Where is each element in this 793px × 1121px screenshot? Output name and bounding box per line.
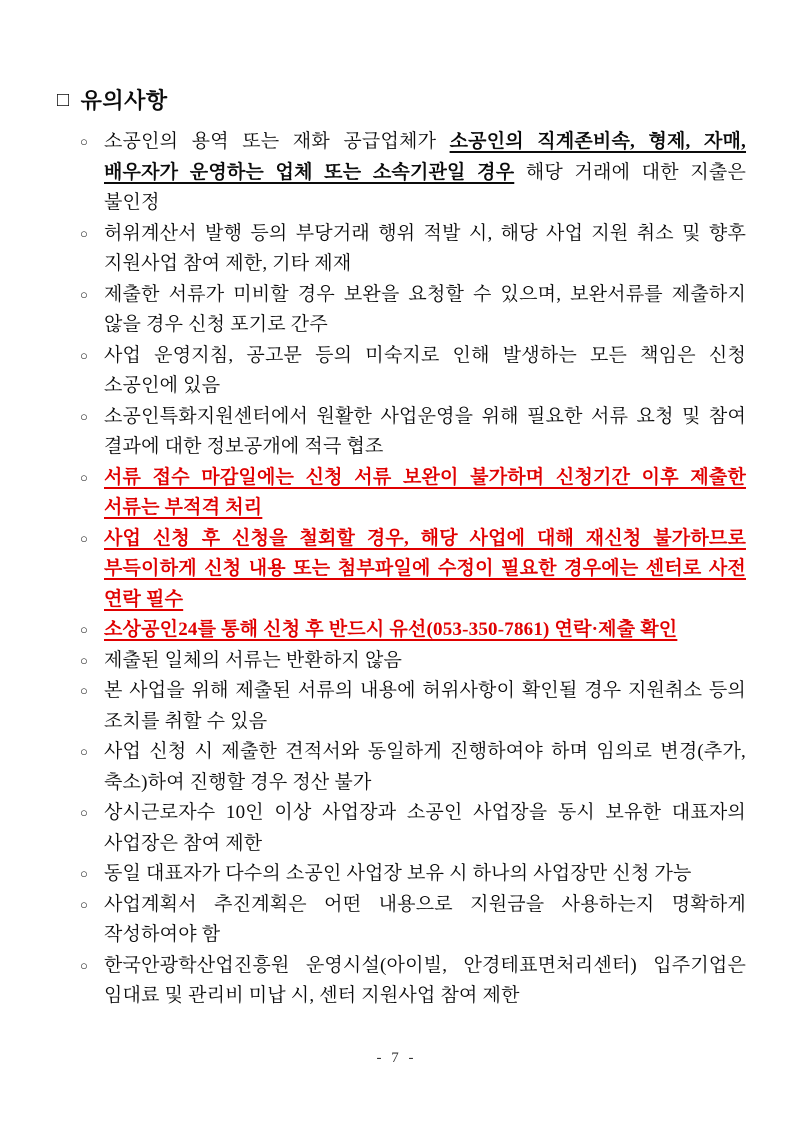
note-item [57, 676, 746, 737]
note-text [104, 737, 746, 798]
note-text-segment: 상시근로자수 10인 이상 사업장과 소공인 사업장을 동시 보유한 대표자의 사업장은 참여 제한 [104, 802, 746, 854]
page-number: - 7 - [376, 1050, 417, 1066]
note-text-segment: 사업 신청 시 제출한 견적서와 동일하게 진행하여야 하며 임의로 변경(추가, 축소)하여 진행할 경우 정산 불가 [104, 741, 746, 793]
note-text [104, 859, 746, 890]
note-text-segment: 사업 신청 후 신청을 철회할 경우, 해당 사업에 대해 재신청 불가하므로 부득이하게 신청 내용 또는 첨부파일에 수정이 필요한 경우에는 센터로 사전 연락 필수 [104, 527, 746, 610]
note-item [57, 646, 746, 677]
circle-bullet-icon: ○ [80, 530, 88, 546]
note-text [104, 127, 746, 219]
note-text-segment: 한국안광학산업진흥원 운영시설(아이빌, 안경테표면처리센터) 입주기업은 임대료 및 관리비 미납 시, 센터 지원사업 참여 제한 [104, 954, 746, 1006]
circle-bullet-icon: ○ [80, 744, 88, 759]
note-item [57, 737, 746, 798]
note-text-segment: 본 사업을 위해 제출된 서류의 내용에 허위사항이 확인될 경우 지원취소 등의 조치를 취할 수 있음 [104, 680, 746, 732]
note-item [57, 219, 746, 280]
note-text-segment: 소공인의 직계존비속, 형제, 자매, 배우자가 운영하는 업체 또는 소속기관일 경우 [104, 131, 747, 183]
note-text [104, 402, 746, 463]
circle-bullet-icon: ○ [80, 469, 88, 485]
circle-bullet-icon: ○ [80, 347, 88, 363]
note-text-segment: 제출한 서류가 미비할 경우 보완을 요청할 수 있으며, 보완서류를 제출하지 않을 경우 신청 포기로 간주 [104, 283, 746, 335]
circle-bullet-icon: ○ [80, 134, 88, 149]
note-item [57, 890, 746, 951]
section-title [57, 88, 746, 114]
circle-bullet-icon: ○ [80, 286, 88, 302]
note-text-segment: 소공인특화지원센터에서 원활한 사업운영을 위해 필요한 서류 요청 및 참여 결과에 대한 정보공개에 적극 협조 [104, 405, 746, 457]
note-text-segment: 사업계획서 추진계획은 어떤 내용으로 지원금을 사용하는지 명확하게 작성하여야 함 [104, 893, 746, 945]
note-text [104, 798, 746, 859]
note-text [104, 951, 746, 1012]
note-item [57, 615, 746, 646]
note-item [57, 524, 746, 616]
note-item [57, 341, 746, 402]
circle-bullet-icon: ○ [80, 866, 88, 881]
circle-bullet-icon: ○ [80, 805, 88, 820]
circle-bullet-icon: ○ [80, 652, 88, 668]
note-text [104, 676, 746, 737]
circle-bullet-icon: ○ [80, 225, 88, 241]
note-item [57, 859, 746, 890]
note-text-segment: 해당 거래에 대한 지출은 불인정 [104, 161, 746, 213]
note-text [104, 890, 746, 951]
note-text-segment: 사업 운영지침, 공고문 등의 미숙지로 인해 발생하는 모든 책임은 신청 소공인에 있음 [104, 344, 746, 396]
note-text [104, 219, 746, 280]
note-text-segment: 제출된 일체의 서류는 반환하지 않음 [104, 649, 403, 671]
note-text [104, 524, 746, 616]
note-text-segment: 소공인의 용역 또는 재화 공급업체가 [104, 131, 450, 152]
circle-bullet-icon: ○ [80, 896, 88, 912]
section-title-text: 유의사항 [80, 88, 168, 113]
note-item [57, 798, 746, 859]
note-text-segment: 동일 대표자가 다수의 소공인 사업장 보유 시 하나의 사업장만 신청 가능 [104, 863, 692, 884]
circle-bullet-icon: ○ [80, 683, 88, 698]
note-text [104, 280, 746, 341]
circle-bullet-icon: ○ [80, 957, 88, 973]
note-text-segment: 허위계산서 발행 등의 부당거래 행위 적발 시, 해당 사업 지원 취소 및 향후 지원사업 참여 제한, 기타 제재 [104, 222, 746, 274]
circle-bullet-icon: ○ [80, 622, 88, 637]
square-bullet-icon: □ [57, 89, 70, 111]
page-footer [0, 1050, 793, 1067]
note-text [104, 615, 746, 646]
note-item [57, 951, 746, 1012]
circle-bullet-icon: ○ [80, 408, 88, 424]
note-item [57, 463, 746, 524]
note-item [57, 402, 746, 463]
notes-list [57, 127, 746, 1012]
note-text-segment: 소상공인24를 통해 신청 후 반드시 유선(053-350-7861) 연락·제출 확인 [104, 619, 678, 640]
note-item [57, 280, 746, 341]
note-item [57, 127, 746, 219]
note-text [104, 646, 746, 677]
note-text [104, 341, 746, 402]
note-text-segment: 서류 접수 마감일에는 신청 서류 보완이 불가하며 신청기간 이후 제출한 서류는 부적격 처리 [104, 466, 746, 518]
note-text [104, 463, 746, 524]
